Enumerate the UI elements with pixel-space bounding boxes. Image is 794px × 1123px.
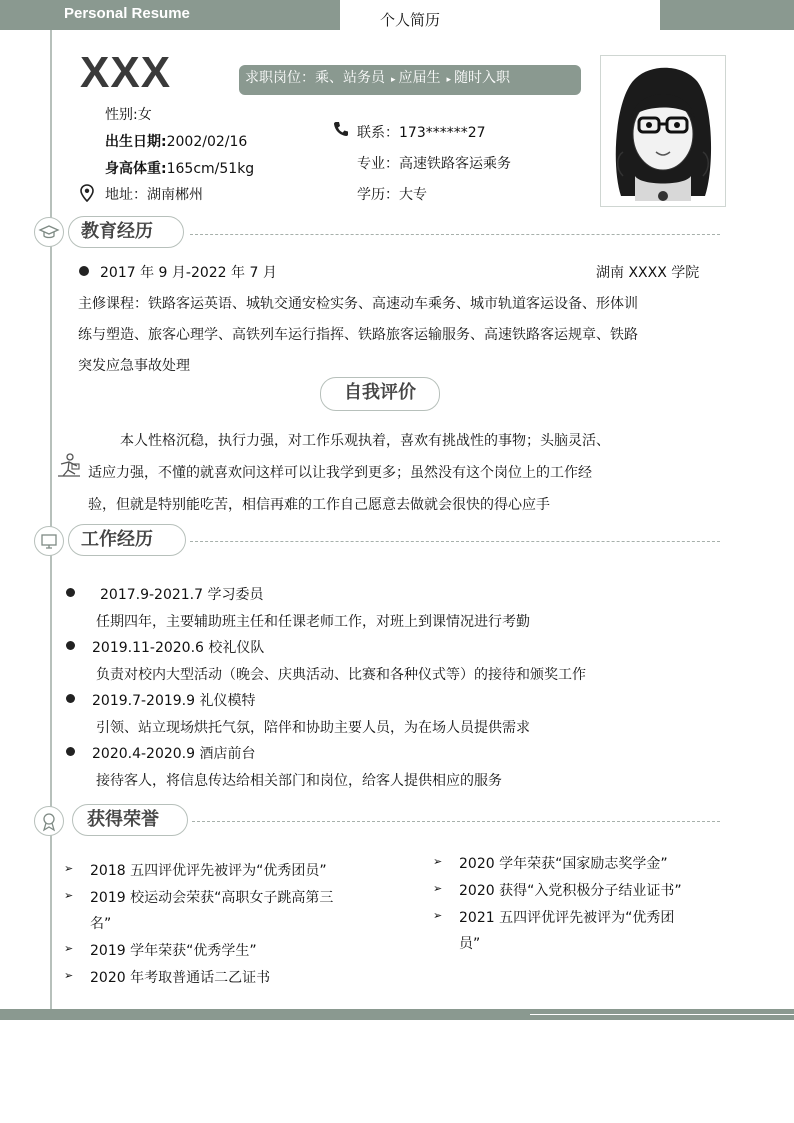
arrow-icon: ▸ bbox=[391, 75, 396, 85]
arrow-icon: ▸ bbox=[446, 75, 452, 85]
honor-item-cont: 员” bbox=[459, 936, 481, 952]
location-pin-icon bbox=[80, 184, 94, 206]
honor-item: 2020 年考取普通话二乙证书 bbox=[90, 970, 271, 986]
section-title-honors: 获得荣誉 bbox=[72, 804, 188, 836]
work-item-head: 2019.7-2019.9 礼仪模特 bbox=[92, 693, 256, 709]
major-row bbox=[357, 153, 511, 173]
arrow-bullet-icon: ➢ bbox=[433, 855, 443, 868]
brand-text: Personal Resume bbox=[64, 5, 190, 22]
bullet-icon bbox=[66, 641, 75, 650]
section-divider bbox=[192, 821, 720, 822]
height-label: 身高体重: bbox=[105, 161, 167, 177]
candidate-name: XXX bbox=[80, 48, 172, 97]
avatar-illustration bbox=[601, 56, 725, 206]
course-line-2: 练与塑造、旅客心理学、高铁列车运行指挥、铁路旅客运输服务、高速铁路客运规章、铁路 bbox=[78, 327, 638, 343]
bullet-icon bbox=[66, 747, 75, 756]
height-value: 165cm/51kg bbox=[166, 161, 255, 177]
footer-line bbox=[530, 1014, 794, 1015]
work-item-head: 2019.11-2020.6 校礼仪队 bbox=[92, 640, 265, 656]
work-item-desc: 引领、站立现场烘托气氛，陪伴和协助主要人员，为在场人员提供需求 bbox=[96, 720, 530, 736]
major-value: 高速铁路客运乘务 bbox=[399, 156, 511, 172]
profile-photo bbox=[600, 55, 726, 207]
arrow-bullet-icon: ➢ bbox=[433, 882, 443, 895]
gender: 性别:女 bbox=[105, 107, 152, 123]
honor-item: 2019 学年荣获“优秀学生” bbox=[90, 943, 257, 959]
edu-value: 大专 bbox=[399, 187, 427, 203]
work-item-desc: 接待客人，将信息传达给相关部门和岗位，给客人提供相应的服务 bbox=[96, 773, 502, 789]
bullet-icon bbox=[66, 588, 75, 597]
arrow-bullet-icon: ➢ bbox=[64, 862, 74, 875]
edu-label: 学历： bbox=[357, 187, 399, 203]
honor-item-cont: 名” bbox=[90, 916, 112, 932]
address-value: 湖南郴州 bbox=[147, 187, 203, 203]
work-item-desc: 任期四年，主要辅助班主任和任课老师工作，对班上到课情况进行考勤 bbox=[96, 614, 530, 630]
course-line-1: 主修课程：铁路客运英语、城轨交通安检实务、高速动车乘务、城市轨道客运设备、形体训 bbox=[78, 296, 638, 312]
arrow-bullet-icon: ➢ bbox=[64, 969, 74, 982]
birth-label: 出生日期: bbox=[105, 134, 167, 150]
birth-row bbox=[105, 131, 247, 151]
education-school: 湖南 XXXX 学院 bbox=[596, 265, 700, 281]
section-divider bbox=[190, 234, 720, 235]
self-eval-line-3: 验，但就是特别能吃苦，相信再难的工作自己愿意去做就会很快的得心应手 bbox=[88, 497, 550, 513]
job-target-item3: 随时入职 bbox=[454, 70, 511, 86]
section-title-education: 教育经历 bbox=[68, 216, 184, 248]
honor-item: 2020 学年荣获“国家励志奖学金” bbox=[459, 856, 668, 872]
height-row bbox=[105, 158, 254, 178]
arrow-bullet-icon: ➢ bbox=[433, 909, 443, 922]
bullet-icon bbox=[79, 266, 89, 276]
address-row bbox=[105, 184, 203, 204]
work-item-head: 2017.9-2021.7 学习委员 bbox=[100, 587, 264, 603]
phone-icon bbox=[333, 121, 349, 141]
major-label: 专业： bbox=[357, 156, 399, 172]
phone-label: 联系： bbox=[357, 125, 399, 141]
education-level-row bbox=[357, 184, 427, 204]
phone-value: 173******27 bbox=[399, 125, 486, 141]
section-divider bbox=[190, 541, 720, 542]
birth-value: 2002/02/16 bbox=[166, 134, 248, 150]
timeline-line bbox=[50, 30, 52, 1010]
self-eval-line-2: 适应力强，不懂的就喜欢问这样可以让我学到更多；虽然没有这个岗位上的工作经 bbox=[88, 465, 592, 481]
job-target-pill bbox=[239, 65, 581, 95]
reading-person-icon bbox=[55, 452, 83, 484]
section-title-self-eval: 自我评价 bbox=[320, 377, 440, 411]
medal-icon bbox=[34, 806, 64, 836]
work-item-head: 2020.4-2020.9 酒店前台 bbox=[92, 746, 256, 762]
work-item-desc: 负责对校内大型活动（晚会、庆典活动、比赛和各种仪式等）的接待和颁奖工作 bbox=[96, 667, 586, 683]
job-target-prefix: 求职岗位：乘、站务员 bbox=[245, 70, 385, 86]
arrow-bullet-icon: ➢ bbox=[64, 942, 74, 955]
phone-row bbox=[357, 122, 486, 142]
honor-item: 2019 校运动会荣获“高职女子跳高第三 bbox=[90, 890, 334, 906]
honor-item: 2020 获得“入党积极分子结业证书” bbox=[459, 883, 682, 899]
section-title-work: 工作经历 bbox=[68, 524, 186, 556]
computer-icon bbox=[34, 526, 64, 556]
course-line-3: 突发应急事故处理 bbox=[78, 358, 190, 374]
honor-item: 2021 五四评优评先被评为“优秀团 bbox=[459, 910, 675, 926]
arrow-bullet-icon: ➢ bbox=[64, 889, 74, 902]
self-eval-line-1: 本人性格沉稳，执行力强，对工作乐观执着，喜欢有挑战性的事物；头脑灵活、 bbox=[120, 433, 610, 449]
honor-item: 2018 五四评优评先被评为“优秀团员” bbox=[90, 863, 327, 879]
bullet-icon bbox=[66, 694, 75, 703]
job-target-item2: 应届生 bbox=[398, 70, 441, 86]
address-label: 地址： bbox=[105, 187, 147, 203]
graduation-cap-icon bbox=[34, 217, 64, 247]
document-title: 个人简历 bbox=[380, 11, 441, 29]
education-period: 2017 年 9 月-2022 年 7 月 bbox=[100, 265, 277, 281]
